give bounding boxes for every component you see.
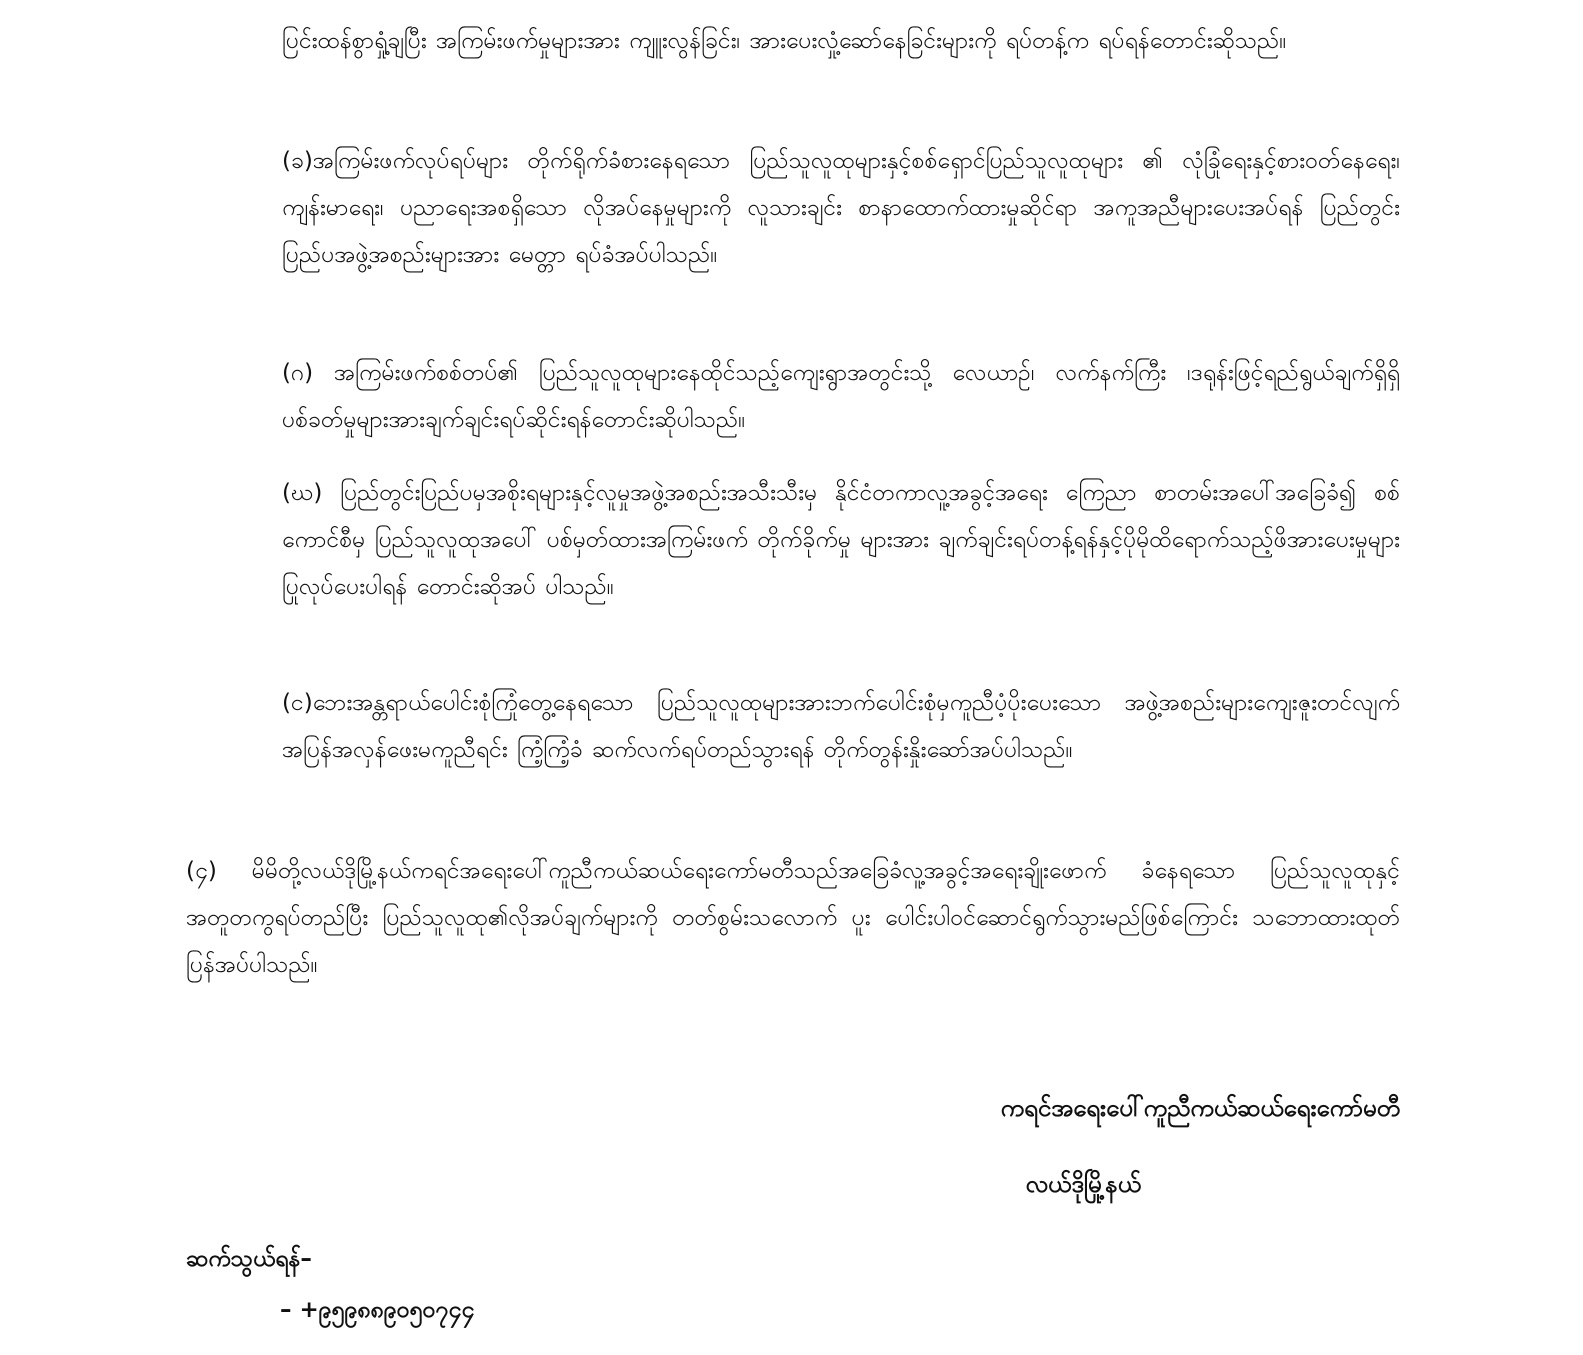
contact-phone: – +၉၅၉၈၈၉၀၅၀၇၄၄ bbox=[280, 1297, 475, 1323]
paragraph-ga: (ဂ) အကြမ်းဖက်စစ်တပ်၏ ပြည်သူလူထုများနေထိုင်သည့်ကျေးရွာအတွင်းသို့ လေယာဉ်၊ လက်နက်ကြီး ၊ဒရုန်းဖြင့်ရည်ရွယ်ချက်ရှိရှိပစ်ခတ်မှုများအားချက်ချင်းရပ်ဆိုင်းရန်တောင်းဆိုပါသည်။ bbox=[282, 360, 1400, 433]
paragraph-gha: (ဃ) ပြည်တွင်းပြည်ပမှအစိုးရများနှင့်လူမှုအဖွဲ့အစည်းအသီးသီးမှ နိုင်ငံတကာလူ့အခွင့်အရေး ကြေညာ စာတမ်းအပေါ်အခြေခံ၍ စစ်ကောင်စီမှ ပြည်သူလူထုအပေါ် ပစ်မှတ်ထားအကြမ်းဖက် တိုက်ခိုက်မှု များအား ချက်ချင်းရပ်တန့်ရန်နှင့်ပိုမိုထိရောက်သည့်ဖိအားပေးမှုများပြုလုပ်ပေးပါရန် တောင်းဆိုအပ် ပါသည်။ bbox=[282, 480, 1400, 600]
paragraph-nga: (င)ဘေးအန္တရာယ်ပေါင်းစုံကြုံတွေ့နေရသော ပြည်သူလူထုများအားဘက်ပေါင်းစုံမှကူညီပံ့ပိုးပေးသော အဖွဲ့အစည်းများကျေးဇူးတင်လျက် အပြန်အလှန်ဖေးမကူညီရင်း ကြံ့ကြံ့ခံ ဆက်လက်ရပ်တည်သွားရန် တိုက်တွန်းနှိုးဆော်အပ်ပါသည်။ bbox=[282, 690, 1400, 763]
contact-label: ဆက်သွယ်ရန်– bbox=[186, 1246, 312, 1272]
signature-organization: ကရင်အရေးပေါ်ကူညီကယ်ဆယ်ရေးကော်မတီ bbox=[1000, 1094, 1400, 1122]
paragraph-continued: ပြင်းထန်စွာရှုံ့ချပြီး အကြမ်းဖက်မှုများအား ကျူးလွန်ခြင်း၊ အားပေးလှုံ့ဆော်နေခြင်းများကို ရပ်တန့်က ရပ်ရန်တောင်းဆိုသည်။ bbox=[282, 28, 1287, 54]
paragraph-kha: (ခ)အကြမ်းဖက်လုပ်ရပ်များ တိုက်ရိုက်ခံစားနေရသော ပြည်သူလူထုများနှင့်စစ်ရှောင်ပြည်သူလူထုများ ၏ လုံခြုံရေးနှင့်စားဝတ်နေရေး၊ ကျန်းမာရေး၊ ပညာရေးအစရှိသော လိုအပ်နေမှုများကို လူသားချင်း စာနာထောက်ထားမှုဆိုင်ရာ အကူအညီများပေးအပ်ရန် ပြည်တွင်းပြည်ပအဖွဲ့အစည်းများအား မေတ္တာ ရပ်ခံအပ်ပါသည်။ bbox=[282, 148, 1400, 268]
paragraph-four: (၄) မိမိတို့လယ်ဒိုမြို့နယ်ကရင်အရေးပေါ်ကူညီကယ်ဆယ်ရေးကော်မတီသည်အခြေခံလူ့အခွင့်အရေးချိုးဖောက် ခံနေရသော ပြည်သူလူထုနှင့်အတူတကွရပ်တည်ပြီး ပြည်သူလူထု၏လိုအပ်ချက်များကို တတ်စွမ်းသလောက် ပူး ပေါင်းပါဝင်ဆောင်ရွက်သွားမည်ဖြစ်ကြောင်း သဘောထားထုတ်ပြန်အပ်ပါသည်။ bbox=[186, 858, 1400, 978]
signature-township: လယ်ဒိုမြို့နယ် bbox=[1025, 1170, 1141, 1198]
